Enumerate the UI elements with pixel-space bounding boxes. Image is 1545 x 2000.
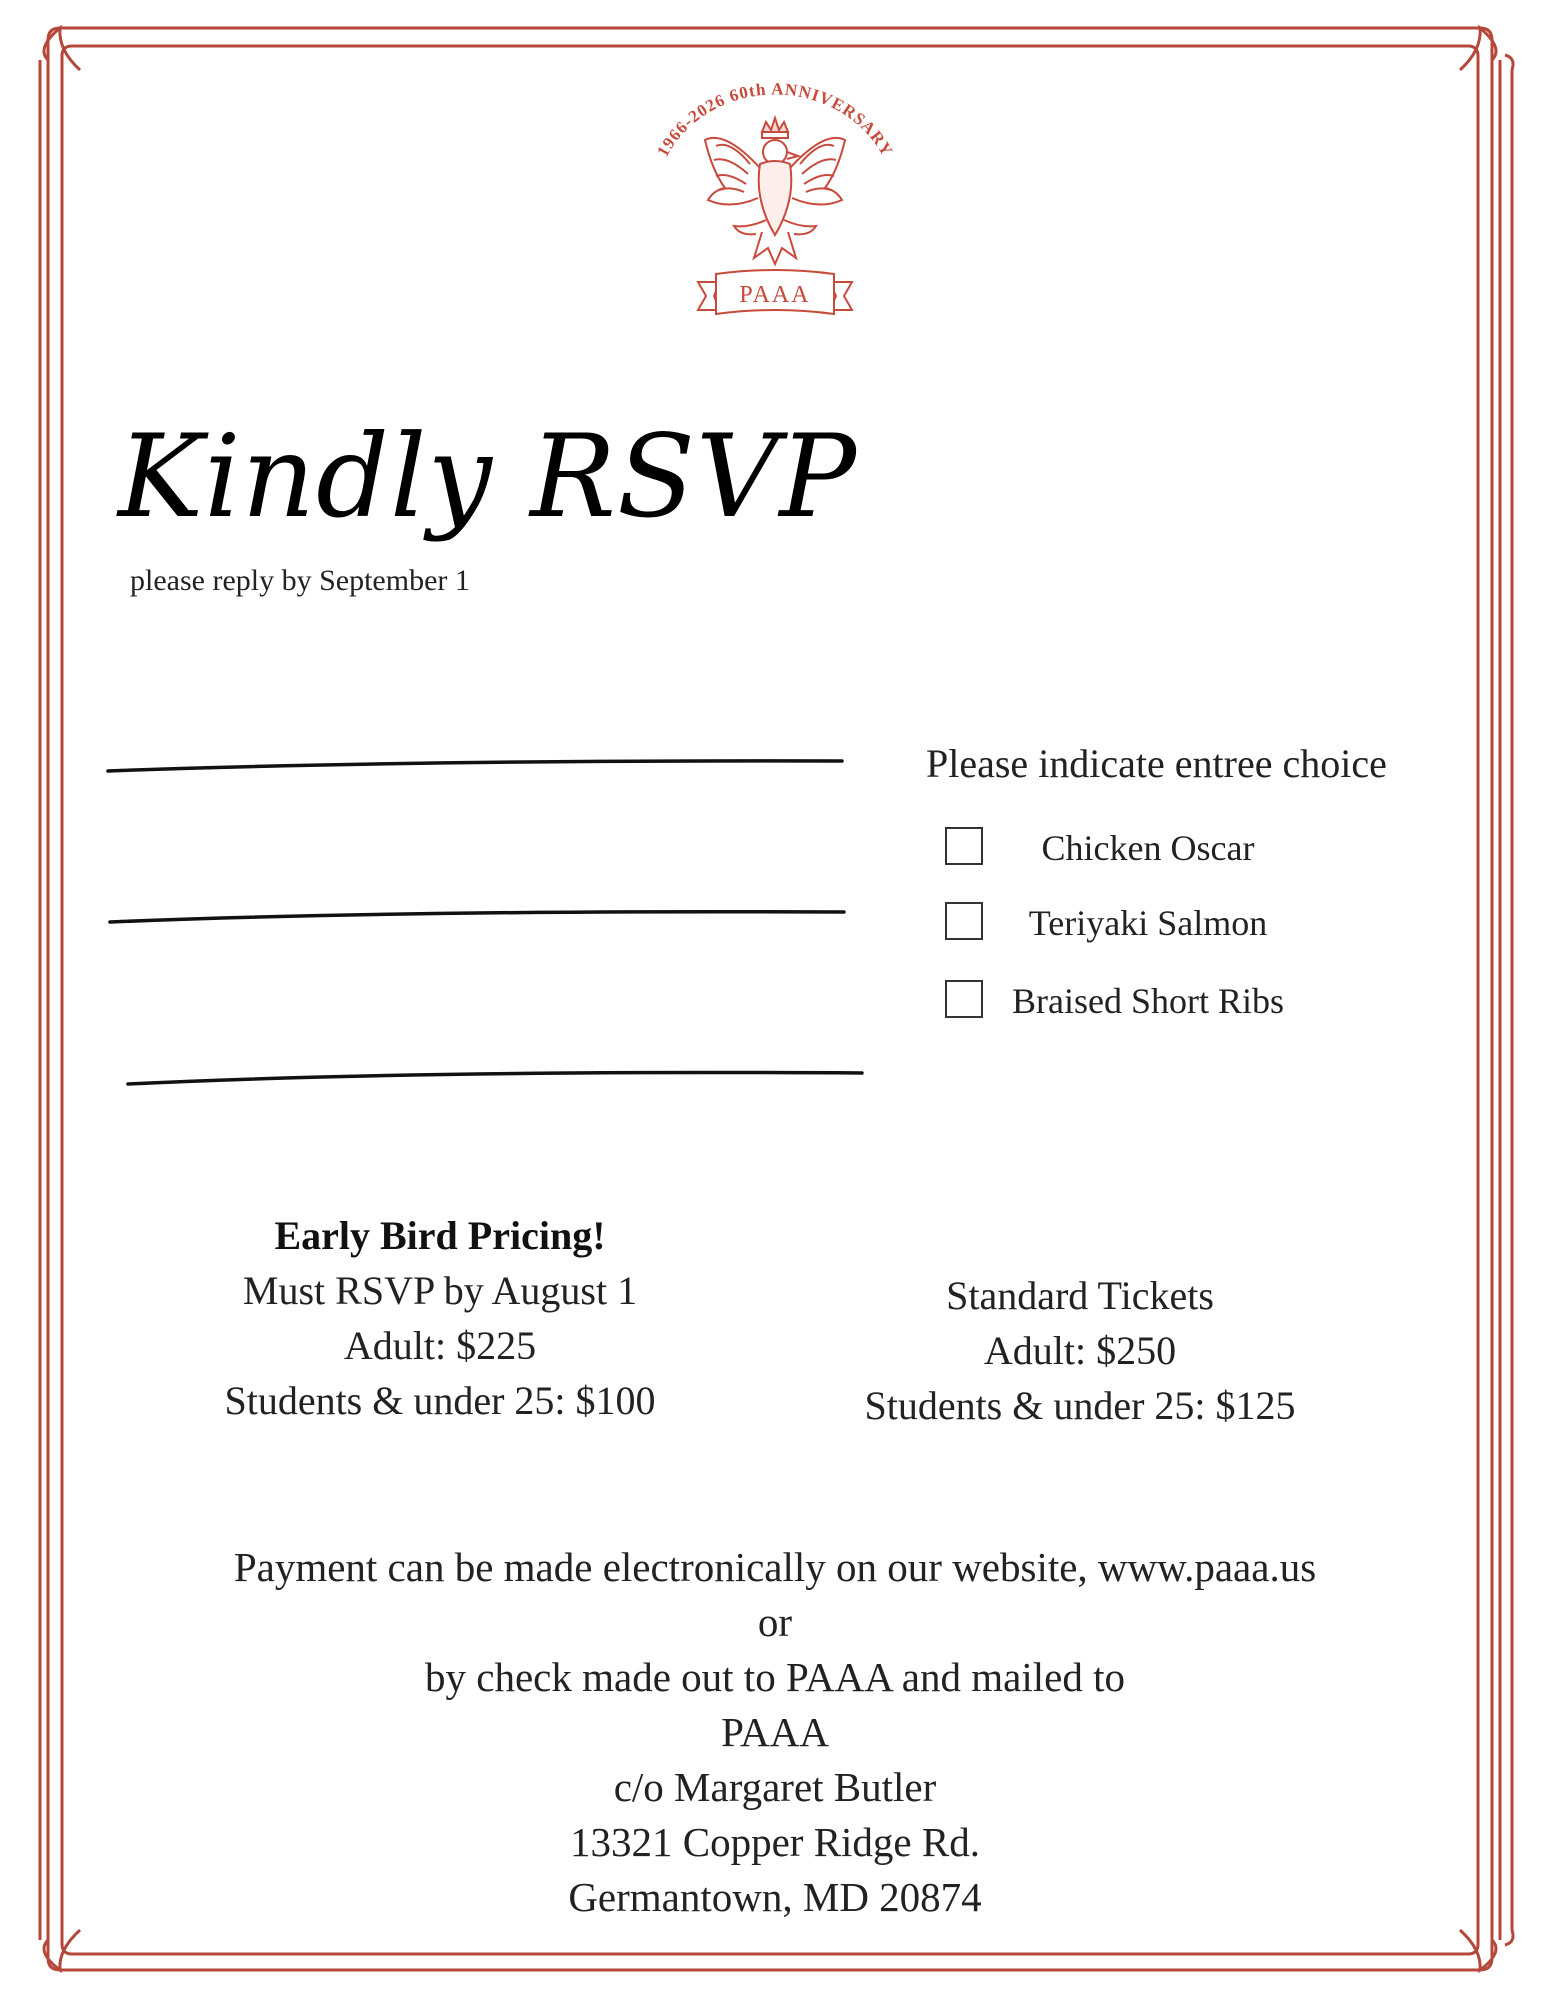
mailing-address-street: 13321 Copper Ridge Rd.: [570, 1819, 980, 1865]
guest-name-line-2: [110, 912, 844, 922]
reply-deadline: please reply by September 1: [130, 564, 470, 597]
mailing-address-city: Germantown, MD 20874: [568, 1874, 982, 1920]
guest-name-line-3: [128, 1072, 862, 1084]
entree-option-label: Teriyaki Salmon: [1028, 903, 1268, 943]
entree-option-teriyaki-salmon[interactable]: [945, 900, 1365, 944]
entree-checkbox[interactable]: [945, 902, 983, 940]
payment-or-text: or: [757, 1599, 793, 1645]
mailing-address-attn: c/o Margaret Butler: [613, 1764, 937, 1810]
guest-name-line-1: [108, 761, 842, 771]
entree-choice-heading: Please indicate entree choice: [926, 741, 1387, 786]
mailing-address-org: PAAA: [721, 1709, 829, 1755]
page-title: Kindly RSVP: [118, 410, 858, 543]
entree-option-braised-short-ribs[interactable]: [945, 978, 1365, 1022]
payment-online-text: Payment can be made electronically on our website, www.paaa.us: [233, 1544, 1317, 1590]
entree-option-chicken-oscar[interactable]: [945, 825, 1365, 869]
entree-checkbox[interactable]: [945, 980, 983, 1018]
standard-student-price: Students & under 25: $125: [864, 1383, 1296, 1428]
early-bird-pricing: [160, 1208, 720, 1428]
entree-option-label: Braised Short Ribs: [1011, 981, 1284, 1021]
logo-arc-text: 1966-2026 60th ANNIVERSARY: [653, 79, 897, 160]
early-bird-heading: Early Bird Pricing!: [274, 1213, 606, 1258]
entree-checkbox[interactable]: [945, 827, 983, 865]
logo-banner-text: PAAA: [739, 282, 811, 308]
early-bird-deadline: Must RSVP by August 1: [242, 1268, 638, 1313]
standard-heading: Standard Tickets: [946, 1273, 1214, 1318]
early-bird-adult-price: Adult: $225: [343, 1323, 537, 1368]
payment-instructions: [120, 1540, 1430, 1925]
standard-adult-price: Adult: $250: [983, 1328, 1177, 1373]
standard-pricing: [800, 1268, 1360, 1433]
early-bird-student-price: Students & under 25: $100: [224, 1378, 656, 1423]
payment-check-text: by check made out to PAAA and mailed to: [425, 1654, 1125, 1700]
entree-option-label: Chicken Oscar: [1041, 828, 1255, 868]
